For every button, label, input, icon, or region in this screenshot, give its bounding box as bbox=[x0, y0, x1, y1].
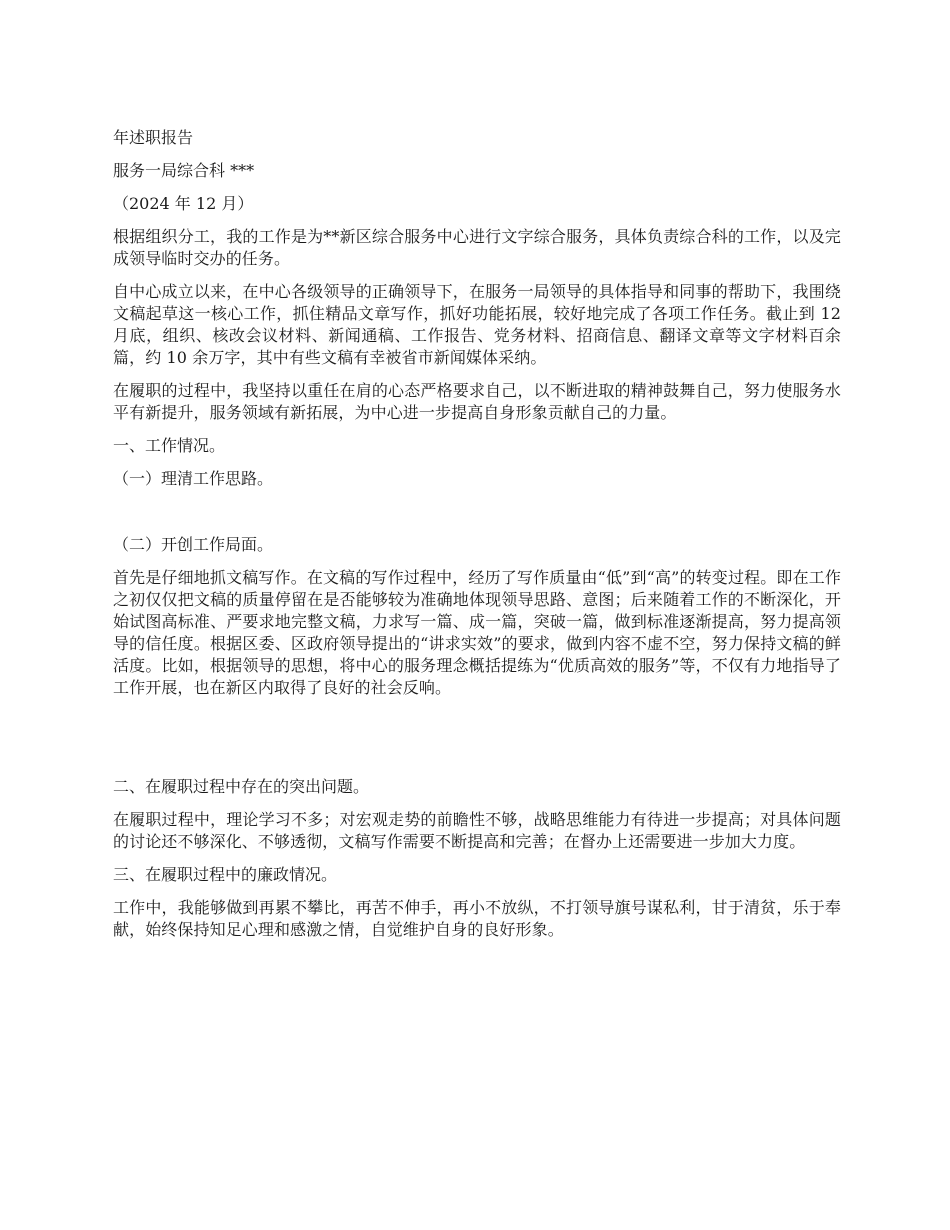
section-1-heading: 一、工作情况。 bbox=[113, 436, 226, 455]
section-1-sub-2: （二）开创工作局面。 bbox=[113, 535, 274, 554]
document-body bbox=[113, 127, 841, 952]
document-title: 年述职报告 bbox=[113, 128, 194, 147]
section-3-paragraph: 工作中，我能够做到再累不攀比，再苦不伸手，再小不放纵，不打领导旗号谋私利，甘于清贫，乐于奉献，始终保持知足心理和感激之情，自觉维护自身的良好形象。 bbox=[113, 898, 841, 939]
date-line: （2024 年 12 月） bbox=[113, 194, 254, 213]
intro-paragraph-1: 根据组织分工，我的工作是为**新区综合服务中心进行文字综合服务，具体负责综合科的工作，以及完成领导临时交办的任务。 bbox=[113, 227, 841, 268]
section-3-heading: 三、在履职过程中的廉政情况。 bbox=[113, 865, 338, 884]
blank-space bbox=[113, 501, 841, 534]
blank-space-large bbox=[113, 710, 841, 776]
author-line: 服务一局综合科 *** bbox=[113, 161, 255, 180]
intro-paragraph-3: 在履职的过程中，我坚持以重任在肩的心态严格要求自己，以不断进取的精神鼓舞自己，努力使服务水平有新提升，服务领域有新拓展，为中心进一步提高自身形象贡献自己的力量。 bbox=[113, 381, 841, 422]
section-1-paragraph: 首先是仔细地抓文稿写作。在文稿的写作过程中，经历了写作质量由“低”到“高”的转变过程。即在工作之初仅仅把文稿的质量停留在是否能够较为准确地体现领导思路、意图；后来随着工作的不断深化，开始试图高标准、严要求地完整文稿，力求写一篇、成一篇，突破一篇，做到标准逐渐提高，努力提高领导的信任度。根据区委、区政府领导提出的“讲求实效”的要求，做到内容不虚不空，努力保持文稿的鲜活度。比如，根据领导的思想，将中心的服务理念概括提练为“优质高效的服务”等，不仅有力地指导了工作开展，也在新区内取得了良好的社会反响。 bbox=[113, 568, 841, 697]
section-1-sub-1: （一）理清工作思路。 bbox=[113, 469, 274, 488]
section-2-paragraph: 在履职过程中，理论学习不多；对宏观走势的前瞻性不够，战略思维能力有待进一步提高；对具体问题的讨论还不够深化、不够透彻，文稿写作需要不断提高和完善；在督办上还需要进一步加大力度。 bbox=[113, 810, 841, 851]
section-2-heading: 二、在履职过程中存在的突出问题。 bbox=[113, 777, 370, 796]
intro-paragraph-2: 自中心成立以来，在中心各级领导的正确领导下，在服务一局领导的具体指导和同事的帮助下，我围绕文稿起草这一核心工作，抓住精品文章写作，抓好功能拓展，较好地完成了各项工作任务。截止到 12 月底，组织、核改会议材料、新闻通稿、工作报告、党务材料、招商信息、翻译文章等文字材料百余篇，约 10 余万字，其中有些文稿有幸被省市新闻媒体采纳。 bbox=[113, 282, 841, 367]
